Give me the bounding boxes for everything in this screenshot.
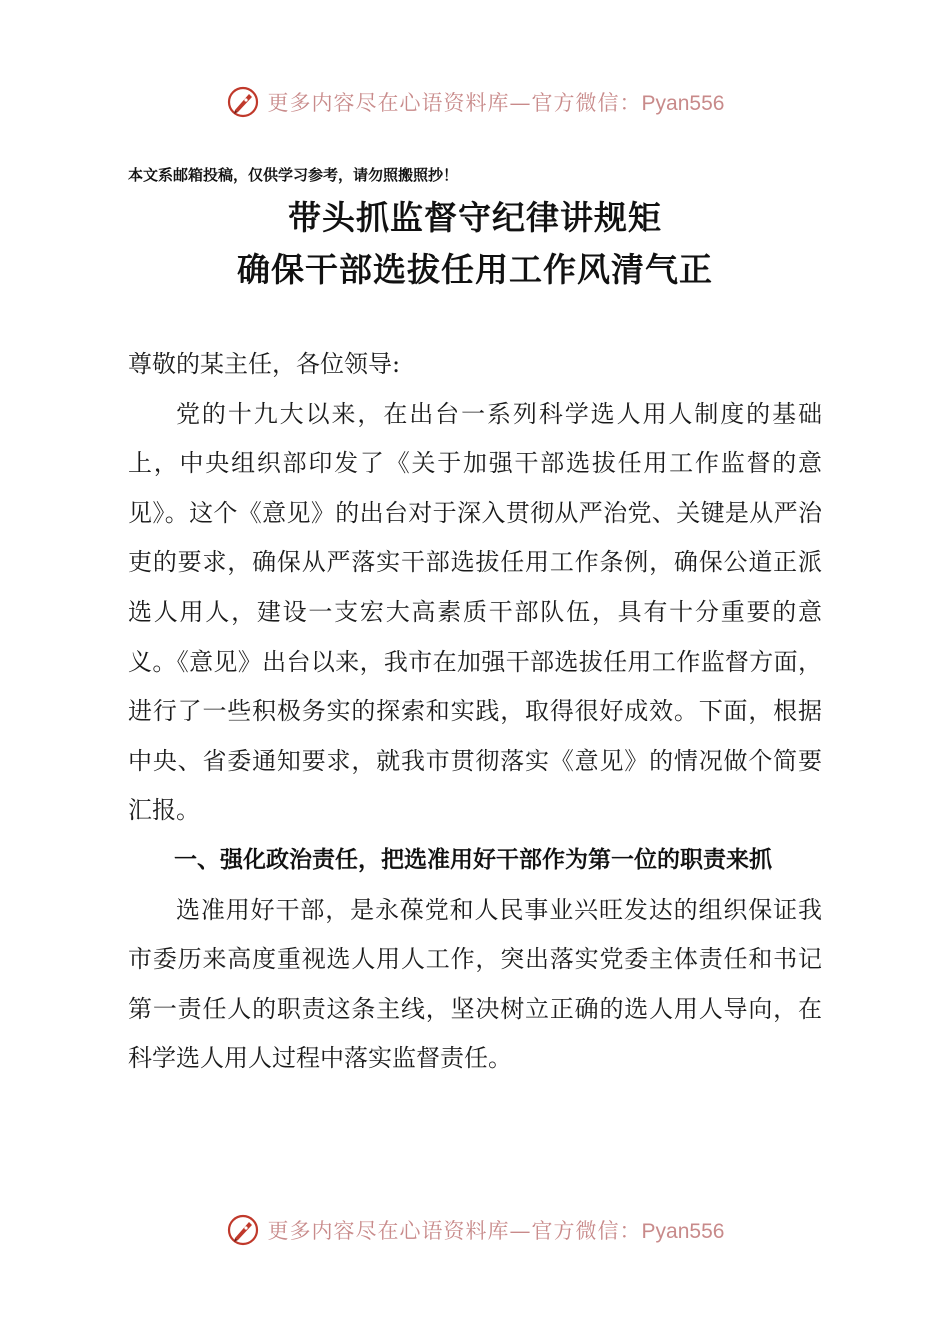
section-heading-1: 一、强化政治责任，把选准用好干部作为第一位的职责来抓	[174, 846, 772, 873]
document-title-line2: 确保干部选拔任用工作风清气正	[237, 250, 713, 289]
pen-nib-logo-icon	[226, 85, 260, 119]
salutation: 尊敬的某主任，各位领导:	[128, 350, 401, 378]
header-banner	[0, 80, 950, 124]
paragraph-intro: 党的十九大以来，在出台一系列科学选人用人制度的基础上，中央组织部印发了《关于加强干部选拔任用工作监督的意见》。这个《意见》的出台对于深入贯彻从严治党、关键是从严治吏的要求，确保从严落实干部选拔任用工作条例，确保公道正派选人用人，建设一支宏大高素质干部队伍，具有十分重要的意义。《意见》出台以来，我市在加强干部选拔任用工作监督方面，进行了一些积极务实的探索和实践，取得很好成效。下面，根据中央、省委通知要求，就我市贯彻落实《意见》的情况做个简要汇报。	[128, 399, 822, 825]
wechat-id: Pyan556	[641, 92, 725, 115]
wechat-id: Pyan556	[641, 1220, 725, 1243]
banner-text: 更多内容尽在心语资料库—官方微信：Pyan556	[267, 91, 725, 115]
paragraph-section-1: 选准用好干部，是永葆党和人民事业兴旺发达的组织保证我市委历来高度重视选人用人工作，突出落实党委主体责任和书记第一责任人的职责这条主线，坚决树立正确的选人用人导向，在科学选人用人过程中落实监督责任。	[128, 895, 822, 1073]
document-title-line1: 带头抓监督守纪律讲规矩	[288, 198, 662, 237]
submission-notice: 本文系邮箱投稿，仅供学习参考，请勿照搬照抄！	[128, 166, 459, 184]
pen-nib-logo-icon	[226, 1213, 260, 1247]
banner-text: 更多内容尽在心语资料库—官方微信：Pyan556	[267, 1219, 725, 1243]
footer-banner	[0, 1208, 950, 1252]
document-body	[128, 340, 822, 1084]
